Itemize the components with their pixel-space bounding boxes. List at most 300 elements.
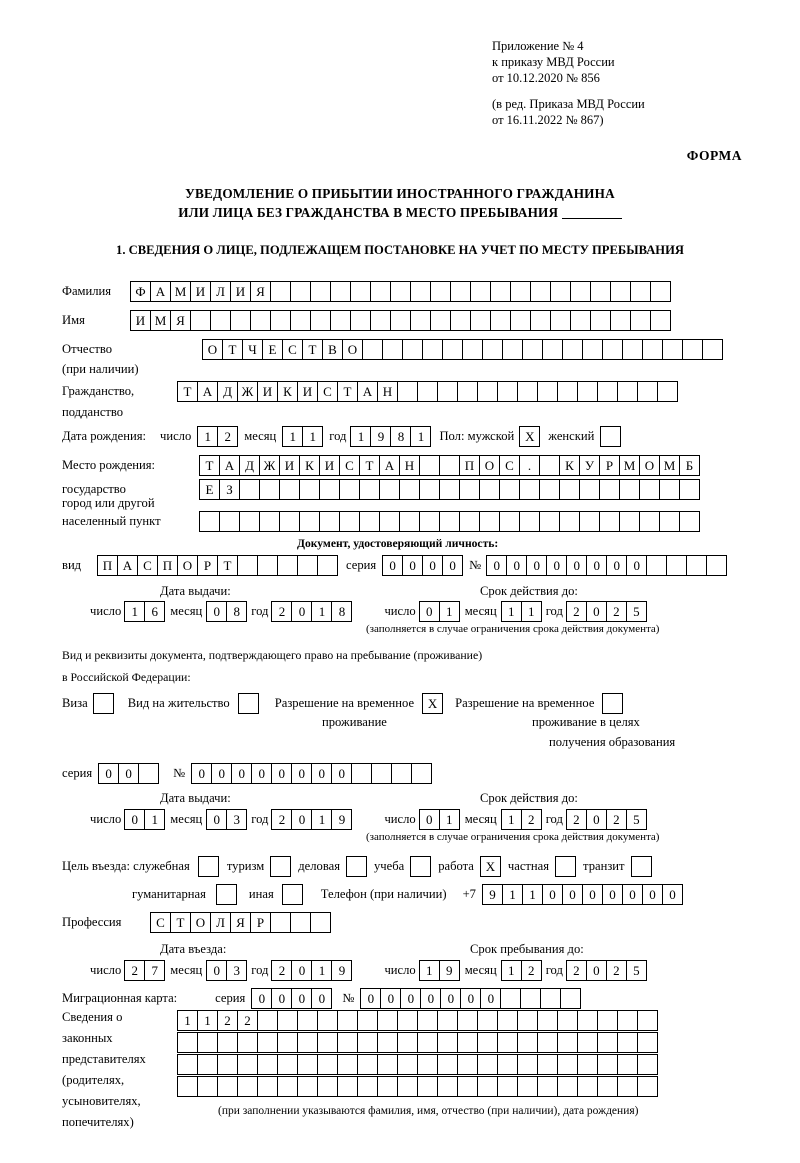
char-cell[interactable]: [637, 1032, 658, 1053]
char-cell[interactable]: [706, 555, 727, 576]
char-cell[interactable]: [499, 479, 520, 500]
char-cell[interactable]: [297, 1032, 318, 1053]
char-cell[interactable]: 0: [291, 601, 312, 622]
entry-month-input[interactable]: [206, 960, 247, 981]
char-cell[interactable]: 0: [291, 988, 312, 1009]
char-cell[interactable]: [277, 1054, 298, 1075]
char-cell[interactable]: [397, 1032, 418, 1053]
sex-female-checkbox[interactable]: [600, 426, 621, 447]
char-cell[interactable]: Т: [222, 339, 243, 360]
char-cell[interactable]: [319, 511, 340, 532]
char-cell[interactable]: 0: [271, 988, 292, 1009]
char-cell[interactable]: У: [579, 455, 600, 476]
char-cell[interactable]: [370, 310, 391, 331]
char-cell[interactable]: 2: [237, 1010, 258, 1031]
char-cell[interactable]: [339, 511, 360, 532]
char-cell[interactable]: 2: [217, 1010, 238, 1031]
char-cell[interactable]: [659, 479, 680, 500]
char-cell[interactable]: 0: [419, 809, 440, 830]
char-cell[interactable]: Р: [599, 455, 620, 476]
char-cell[interactable]: [630, 310, 651, 331]
char-cell[interactable]: [379, 479, 400, 500]
char-cell[interactable]: В: [322, 339, 343, 360]
char-cell[interactable]: [539, 479, 560, 500]
char-cell[interactable]: 0: [642, 884, 663, 905]
char-cell[interactable]: [517, 381, 538, 402]
legal-rep-input-row-3[interactable]: [177, 1054, 658, 1075]
char-cell[interactable]: 0: [542, 884, 563, 905]
char-cell[interactable]: [359, 511, 380, 532]
char-cell[interactable]: Д: [239, 455, 260, 476]
char-cell[interactable]: [377, 1010, 398, 1031]
char-cell[interactable]: [337, 1010, 358, 1031]
char-cell[interactable]: [550, 310, 571, 331]
stay-issue-year-input[interactable]: [271, 809, 352, 830]
phone-input[interactable]: [482, 884, 683, 905]
char-cell[interactable]: О: [177, 555, 198, 576]
char-cell[interactable]: [239, 479, 260, 500]
char-cell[interactable]: А: [219, 455, 240, 476]
char-cell[interactable]: Ч: [242, 339, 263, 360]
char-cell[interactable]: [337, 1054, 358, 1075]
char-cell[interactable]: [470, 310, 491, 331]
char-cell[interactable]: 1: [419, 960, 440, 981]
char-cell[interactable]: .: [519, 455, 540, 476]
char-cell[interactable]: [317, 1054, 338, 1075]
char-cell[interactable]: Т: [199, 455, 220, 476]
entry-day-input[interactable]: [124, 960, 165, 981]
char-cell[interactable]: [510, 310, 531, 331]
char-cell[interactable]: 0: [291, 960, 312, 981]
char-cell[interactable]: [650, 281, 671, 302]
char-cell[interactable]: [337, 1076, 358, 1097]
doc-valid-year-input[interactable]: [566, 601, 647, 622]
char-cell[interactable]: [530, 281, 551, 302]
char-cell[interactable]: О: [479, 455, 500, 476]
char-cell[interactable]: [330, 310, 351, 331]
char-cell[interactable]: [477, 1054, 498, 1075]
char-cell[interactable]: [500, 988, 521, 1009]
char-cell[interactable]: [397, 1076, 418, 1097]
char-cell[interactable]: [297, 1076, 318, 1097]
char-cell[interactable]: [217, 1032, 238, 1053]
char-cell[interactable]: [559, 511, 580, 532]
char-cell[interactable]: [399, 479, 420, 500]
char-cell[interactable]: 2: [606, 960, 627, 981]
char-cell[interactable]: [646, 555, 667, 576]
char-cell[interactable]: [277, 1010, 298, 1031]
char-cell[interactable]: [570, 281, 591, 302]
purpose-transit-checkbox[interactable]: [631, 856, 652, 877]
char-cell[interactable]: 2: [566, 809, 587, 830]
char-cell[interactable]: М: [619, 455, 640, 476]
char-cell[interactable]: [357, 1076, 378, 1097]
char-cell[interactable]: [417, 1010, 438, 1031]
char-cell[interactable]: 0: [420, 988, 441, 1009]
temporary-residence-checkbox[interactable]: X: [422, 693, 443, 714]
char-cell[interactable]: [702, 339, 723, 360]
char-cell[interactable]: [370, 281, 391, 302]
purpose-service-checkbox[interactable]: [198, 856, 219, 877]
char-cell[interactable]: [411, 763, 432, 784]
char-cell[interactable]: 0: [422, 555, 443, 576]
char-cell[interactable]: [517, 1032, 538, 1053]
char-cell[interactable]: [562, 339, 583, 360]
char-cell[interactable]: [437, 1076, 458, 1097]
migration-series-input[interactable]: [251, 988, 332, 1009]
char-cell[interactable]: [679, 511, 700, 532]
char-cell[interactable]: [602, 339, 623, 360]
char-cell[interactable]: [277, 555, 298, 576]
char-cell[interactable]: С: [499, 455, 520, 476]
char-cell[interactable]: [577, 1076, 598, 1097]
stay-valid-day-input[interactable]: [419, 809, 460, 830]
char-cell[interactable]: А: [379, 455, 400, 476]
char-cell[interactable]: 1: [311, 601, 332, 622]
char-cell[interactable]: [270, 310, 291, 331]
char-cell[interactable]: 1: [311, 960, 332, 981]
char-cell[interactable]: Д: [217, 381, 238, 402]
char-cell[interactable]: [599, 479, 620, 500]
char-cell[interactable]: 0: [582, 884, 603, 905]
char-cell[interactable]: 0: [382, 555, 403, 576]
char-cell[interactable]: 9: [331, 809, 352, 830]
char-cell[interactable]: [497, 1010, 518, 1031]
char-cell[interactable]: П: [459, 455, 480, 476]
char-cell[interactable]: [666, 555, 687, 576]
char-cell[interactable]: 1: [502, 884, 523, 905]
char-cell[interactable]: [350, 310, 371, 331]
char-cell[interactable]: 0: [231, 763, 252, 784]
char-cell[interactable]: [537, 381, 558, 402]
char-cell[interactable]: [439, 511, 460, 532]
char-cell[interactable]: [557, 1032, 578, 1053]
char-cell[interactable]: 0: [291, 763, 312, 784]
char-cell[interactable]: [377, 1032, 398, 1053]
char-cell[interactable]: [662, 339, 683, 360]
char-cell[interactable]: [177, 1076, 198, 1097]
char-cell[interactable]: [490, 281, 511, 302]
char-cell[interactable]: 5: [626, 809, 647, 830]
char-cell[interactable]: И: [230, 281, 251, 302]
char-cell[interactable]: [639, 511, 660, 532]
char-cell[interactable]: [410, 310, 431, 331]
char-cell[interactable]: [437, 1010, 458, 1031]
char-cell[interactable]: 8: [331, 601, 352, 622]
char-cell[interactable]: [457, 1054, 478, 1075]
char-cell[interactable]: [597, 1054, 618, 1075]
char-cell[interactable]: [257, 1032, 278, 1053]
birth-place-city-input-line2[interactable]: [199, 479, 700, 500]
profession-input[interactable]: [150, 912, 331, 933]
char-cell[interactable]: [577, 381, 598, 402]
char-cell[interactable]: 2: [217, 426, 238, 447]
char-cell[interactable]: И: [319, 455, 340, 476]
char-cell[interactable]: С: [137, 555, 158, 576]
patronymic-input[interactable]: [202, 339, 723, 360]
char-cell[interactable]: 0: [662, 884, 683, 905]
char-cell[interactable]: [637, 1076, 658, 1097]
char-cell[interactable]: 1: [124, 601, 145, 622]
char-cell[interactable]: [377, 1054, 398, 1075]
char-cell[interactable]: [579, 511, 600, 532]
char-cell[interactable]: [279, 479, 300, 500]
char-cell[interactable]: [210, 310, 231, 331]
char-cell[interactable]: [482, 339, 503, 360]
char-cell[interactable]: [279, 511, 300, 532]
char-cell[interactable]: [557, 1076, 578, 1097]
char-cell[interactable]: [402, 339, 423, 360]
char-cell[interactable]: [442, 339, 463, 360]
char-cell[interactable]: 0: [622, 884, 643, 905]
char-cell[interactable]: [610, 310, 631, 331]
char-cell[interactable]: 0: [460, 988, 481, 1009]
doc-kind-input[interactable]: [97, 555, 338, 576]
char-cell[interactable]: [686, 555, 707, 576]
char-cell[interactable]: [617, 381, 638, 402]
char-cell[interactable]: С: [282, 339, 303, 360]
char-cell[interactable]: 1: [501, 960, 522, 981]
char-cell[interactable]: [197, 1054, 218, 1075]
stay-series-input[interactable]: [98, 763, 159, 784]
char-cell[interactable]: И: [130, 310, 151, 331]
char-cell[interactable]: [577, 1032, 598, 1053]
char-cell[interactable]: [379, 511, 400, 532]
char-cell[interactable]: [657, 381, 678, 402]
char-cell[interactable]: 0: [251, 988, 272, 1009]
char-cell[interactable]: 9: [482, 884, 503, 905]
char-cell[interactable]: [317, 1032, 338, 1053]
char-cell[interactable]: [539, 455, 560, 476]
char-cell[interactable]: [557, 1054, 578, 1075]
char-cell[interactable]: 1: [302, 426, 323, 447]
char-cell[interactable]: [417, 1054, 438, 1075]
char-cell[interactable]: [470, 281, 491, 302]
char-cell[interactable]: 0: [311, 763, 332, 784]
char-cell[interactable]: [582, 339, 603, 360]
char-cell[interactable]: А: [357, 381, 378, 402]
legal-rep-input-row-2[interactable]: [177, 1032, 658, 1053]
char-cell[interactable]: [177, 1054, 198, 1075]
char-cell[interactable]: [277, 1032, 298, 1053]
char-cell[interactable]: [659, 511, 680, 532]
char-cell[interactable]: [477, 1010, 498, 1031]
char-cell[interactable]: А: [150, 281, 171, 302]
char-cell[interactable]: Я: [230, 912, 251, 933]
char-cell[interactable]: [290, 310, 311, 331]
char-cell[interactable]: [138, 763, 159, 784]
legal-rep-input-row-4[interactable]: [177, 1076, 658, 1097]
char-cell[interactable]: [519, 511, 540, 532]
char-cell[interactable]: Н: [377, 381, 398, 402]
char-cell[interactable]: [537, 1054, 558, 1075]
char-cell[interactable]: [459, 479, 480, 500]
char-cell[interactable]: [437, 381, 458, 402]
char-cell[interactable]: 0: [442, 555, 463, 576]
purpose-humanitarian-checkbox[interactable]: [216, 884, 237, 905]
char-cell[interactable]: [637, 1010, 658, 1031]
purpose-study-checkbox[interactable]: [410, 856, 431, 877]
char-cell[interactable]: Ф: [130, 281, 151, 302]
char-cell[interactable]: [539, 511, 560, 532]
stay-until-day-input[interactable]: [419, 960, 460, 981]
char-cell[interactable]: 2: [566, 960, 587, 981]
char-cell[interactable]: [560, 988, 581, 1009]
purpose-other-checkbox[interactable]: [282, 884, 303, 905]
char-cell[interactable]: Л: [210, 912, 231, 933]
char-cell[interactable]: 1: [350, 426, 371, 447]
char-cell[interactable]: [257, 1010, 278, 1031]
char-cell[interactable]: 0: [486, 555, 507, 576]
char-cell[interactable]: [437, 1032, 458, 1053]
char-cell[interactable]: [597, 1032, 618, 1053]
char-cell[interactable]: 0: [98, 763, 119, 784]
char-cell[interactable]: 1: [144, 809, 165, 830]
char-cell[interactable]: [510, 281, 531, 302]
char-cell[interactable]: [590, 310, 611, 331]
char-cell[interactable]: 1: [197, 426, 218, 447]
char-cell[interactable]: Р: [197, 555, 218, 576]
char-cell[interactable]: [497, 1054, 518, 1075]
char-cell[interactable]: [362, 339, 383, 360]
char-cell[interactable]: 0: [380, 988, 401, 1009]
char-cell[interactable]: [339, 479, 360, 500]
char-cell[interactable]: 0: [526, 555, 547, 576]
char-cell[interactable]: [250, 310, 271, 331]
purpose-business-checkbox[interactable]: [346, 856, 367, 877]
char-cell[interactable]: 0: [440, 988, 461, 1009]
char-cell[interactable]: [450, 310, 471, 331]
char-cell[interactable]: 0: [206, 960, 227, 981]
stay-issue-day-input[interactable]: [124, 809, 165, 830]
char-cell[interactable]: И: [257, 381, 278, 402]
entry-year-input[interactable]: [271, 960, 352, 981]
char-cell[interactable]: [550, 281, 571, 302]
char-cell[interactable]: 2: [271, 960, 292, 981]
char-cell[interactable]: 6: [144, 601, 165, 622]
char-cell[interactable]: [597, 1010, 618, 1031]
char-cell[interactable]: [391, 763, 412, 784]
birth-place-city-input-line3[interactable]: [199, 511, 700, 532]
char-cell[interactable]: [337, 1032, 358, 1053]
char-cell[interactable]: 2: [566, 601, 587, 622]
legal-rep-input-row-1[interactable]: [177, 1010, 658, 1031]
char-cell[interactable]: [517, 1076, 538, 1097]
char-cell[interactable]: Ж: [259, 455, 280, 476]
char-cell[interactable]: [297, 1054, 318, 1075]
char-cell[interactable]: К: [277, 381, 298, 402]
char-cell[interactable]: [557, 1010, 578, 1031]
char-cell[interactable]: [502, 339, 523, 360]
char-cell[interactable]: 0: [562, 884, 583, 905]
purpose-private-checkbox[interactable]: [555, 856, 576, 877]
char-cell[interactable]: 9: [370, 426, 391, 447]
char-cell[interactable]: 0: [419, 601, 440, 622]
char-cell[interactable]: 2: [606, 809, 627, 830]
char-cell[interactable]: [540, 988, 561, 1009]
char-cell[interactable]: 0: [291, 809, 312, 830]
char-cell[interactable]: [357, 1010, 378, 1031]
char-cell[interactable]: 0: [586, 960, 607, 981]
char-cell[interactable]: [557, 381, 578, 402]
char-cell[interactable]: [310, 281, 331, 302]
char-cell[interactable]: [610, 281, 631, 302]
residence-permit-checkbox[interactable]: [238, 693, 259, 714]
char-cell[interactable]: М: [150, 310, 171, 331]
char-cell[interactable]: [430, 281, 451, 302]
char-cell[interactable]: [530, 310, 551, 331]
char-cell[interactable]: [419, 511, 440, 532]
char-cell[interactable]: [257, 1054, 278, 1075]
char-cell[interactable]: [317, 555, 338, 576]
doc-issue-year-input[interactable]: [271, 601, 352, 622]
char-cell[interactable]: [390, 281, 411, 302]
char-cell[interactable]: [310, 310, 331, 331]
char-cell[interactable]: [520, 988, 541, 1009]
char-cell[interactable]: [410, 281, 431, 302]
char-cell[interactable]: 0: [586, 809, 607, 830]
visa-checkbox[interactable]: [93, 693, 114, 714]
char-cell[interactable]: 2: [124, 960, 145, 981]
char-cell[interactable]: З: [219, 479, 240, 500]
char-cell[interactable]: [479, 479, 500, 500]
char-cell[interactable]: Б: [679, 455, 700, 476]
char-cell[interactable]: [439, 479, 460, 500]
char-cell[interactable]: Е: [199, 479, 220, 500]
char-cell[interactable]: Е: [262, 339, 283, 360]
char-cell[interactable]: [430, 310, 451, 331]
char-cell[interactable]: [579, 479, 600, 500]
char-cell[interactable]: [570, 310, 591, 331]
char-cell[interactable]: 2: [606, 601, 627, 622]
char-cell[interactable]: 0: [566, 555, 587, 576]
char-cell[interactable]: [682, 339, 703, 360]
citizenship-input[interactable]: [177, 381, 678, 402]
stay-issue-month-input[interactable]: [206, 809, 247, 830]
char-cell[interactable]: [597, 381, 618, 402]
char-cell[interactable]: [519, 479, 540, 500]
char-cell[interactable]: 2: [521, 809, 542, 830]
char-cell[interactable]: 0: [400, 988, 421, 1009]
char-cell[interactable]: [457, 1010, 478, 1031]
char-cell[interactable]: [619, 479, 640, 500]
sex-male-checkbox[interactable]: X: [519, 426, 540, 447]
char-cell[interactable]: 2: [271, 809, 292, 830]
char-cell[interactable]: [219, 511, 240, 532]
char-cell[interactable]: 0: [331, 763, 352, 784]
char-cell[interactable]: [417, 381, 438, 402]
char-cell[interactable]: С: [339, 455, 360, 476]
char-cell[interactable]: М: [659, 455, 680, 476]
char-cell[interactable]: 0: [602, 884, 623, 905]
char-cell[interactable]: [399, 511, 420, 532]
char-cell[interactable]: 0: [606, 555, 627, 576]
char-cell[interactable]: [537, 1032, 558, 1053]
char-cell[interactable]: 5: [626, 601, 647, 622]
char-cell[interactable]: 1: [197, 1010, 218, 1031]
char-cell[interactable]: [437, 1054, 458, 1075]
char-cell[interactable]: 2: [271, 601, 292, 622]
char-cell[interactable]: [259, 479, 280, 500]
char-cell[interactable]: 1: [177, 1010, 198, 1031]
char-cell[interactable]: [457, 1076, 478, 1097]
char-cell[interactable]: 1: [501, 809, 522, 830]
char-cell[interactable]: [237, 1054, 258, 1075]
char-cell[interactable]: [317, 1010, 338, 1031]
char-cell[interactable]: 7: [144, 960, 165, 981]
char-cell[interactable]: [397, 1054, 418, 1075]
char-cell[interactable]: И: [279, 455, 300, 476]
